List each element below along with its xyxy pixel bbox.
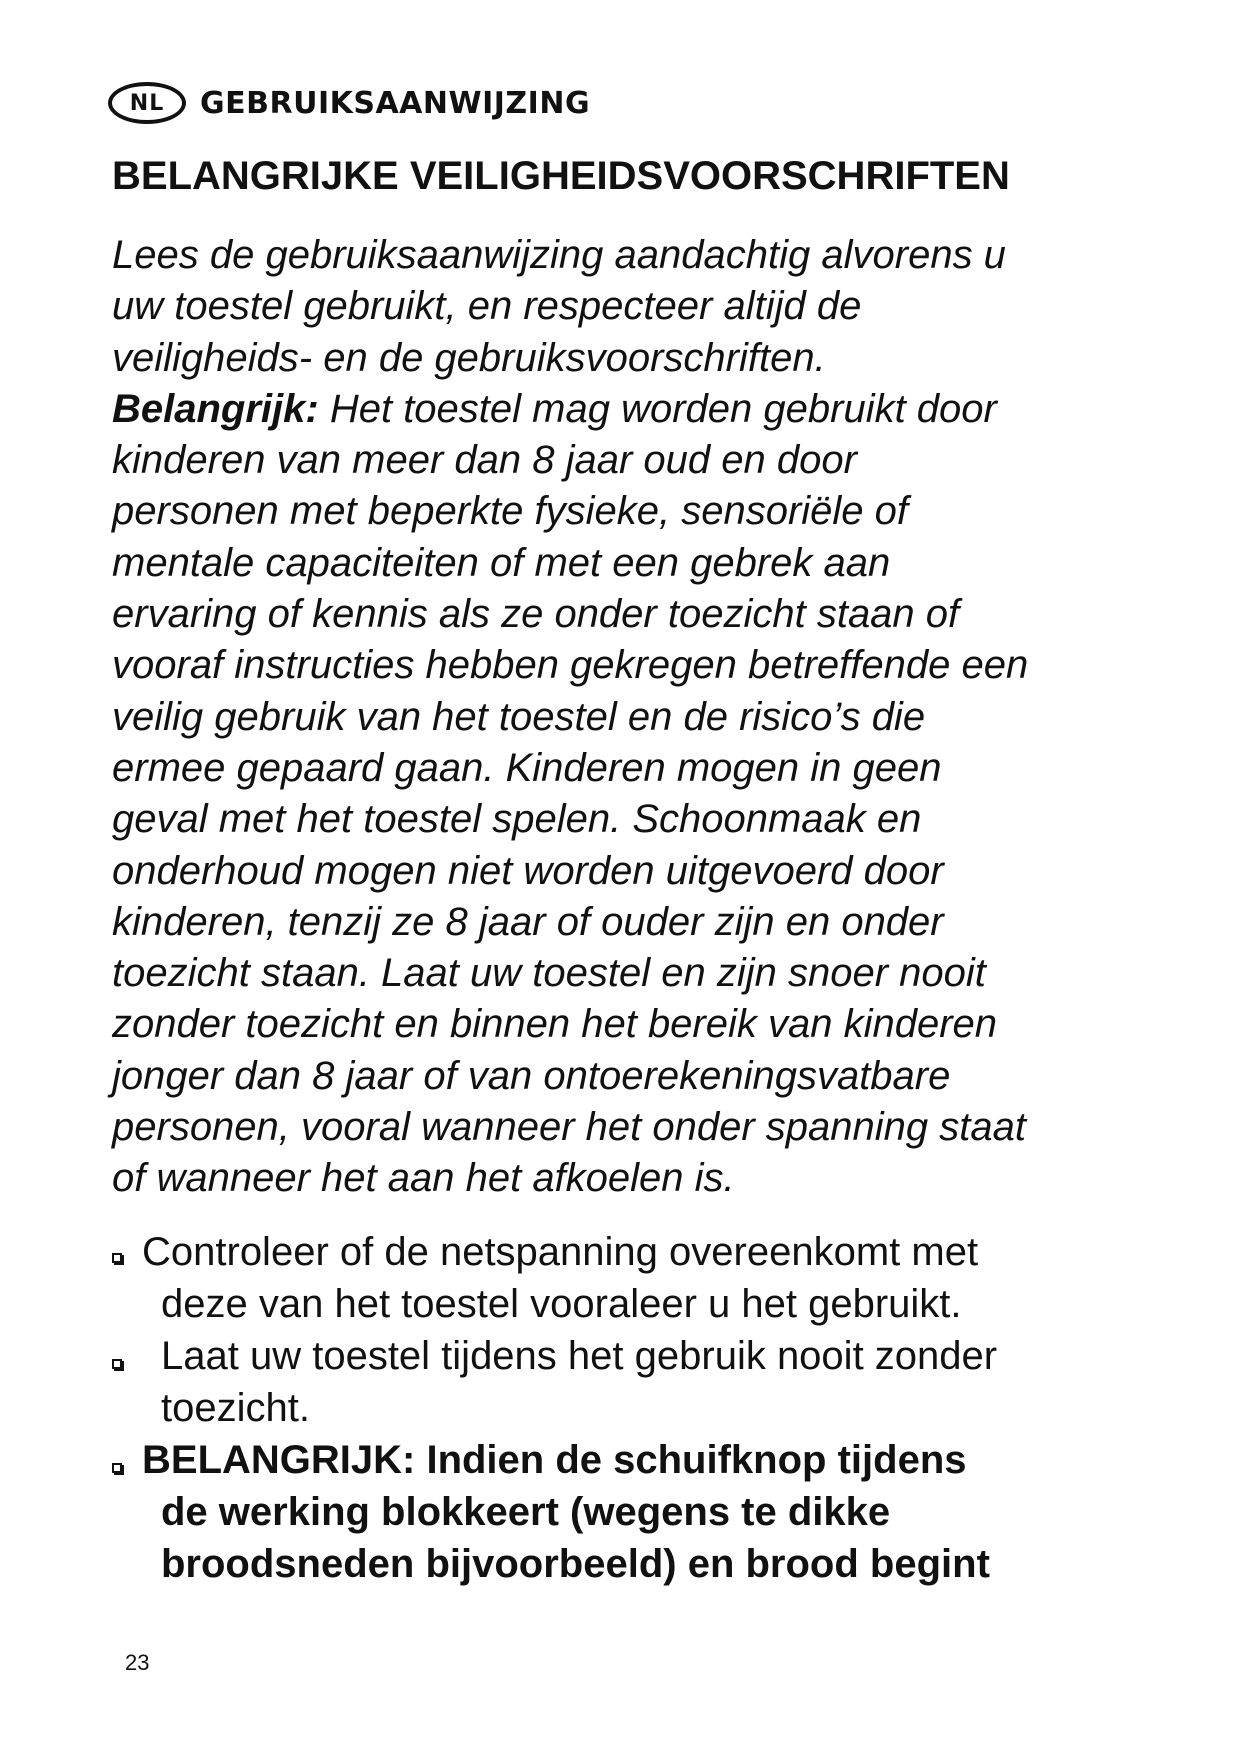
bullet-line: toezicht. [161,1386,310,1430]
important-line: personen, vooral wanneer het onder spanning staat [112,1105,1026,1150]
important-line: of wanneer het aan het afkoelen is. [112,1156,735,1201]
important-line: kinderen van meer dan 8 jaar oud en door [112,438,857,483]
important-line: veilig gebruik van het toestel en de risico’s die [112,694,926,739]
checkbox-bullet-icon [112,1359,122,1369]
list-item [112,1330,1152,1434]
checkbox-bullet-icon [112,1463,122,1473]
important-line: mentale capaciteiten of met een gebrek aan [112,540,891,585]
important-line: ermee gepaard gaan. Kinderen mogen in geen [112,745,942,790]
important-first-line [112,384,1152,435]
important-text: Het toestel mag worden gebruikt door [318,386,997,431]
important-line: toezicht staan. Laat uw toestel en zijn snoer nooit [112,951,986,996]
bullet-line: broodsneden bijvoorbeeld) en brood begint [161,1542,990,1586]
intro-line: veiligheids- en de gebruiksvoorschriften. [112,335,826,380]
bullet-line: Controleer of de netspanning overeenkomt met [142,1230,979,1274]
important-label: Belangrijk: [112,386,319,431]
important-line: zonder toezicht en binnen het bereik van kinderen [112,1002,998,1047]
bullet-line: Laat uw toestel tijdens het gebruik nooit zonder [161,1334,998,1378]
bullet-line: BELANGRIJK: Indien de schuifknop tijdens [142,1438,967,1482]
document-type-title: GEBRUIKSAANWIJZING [200,85,591,121]
checkbox-bullet-icon [112,1253,122,1263]
bullet-line: de werking blokkeert (wegens te dikke [161,1490,891,1534]
page-number: 23 [125,1650,150,1675]
important-line: ervaring of kennis als ze onder toezicht staan of [112,592,960,637]
list-item [112,1226,1152,1330]
intro-line: Lees de gebruiksaanwijzing aandachtig alvorens u [112,233,1006,277]
list-item [112,1434,1152,1590]
bullet-line: deze van het toestel vooraleer u het gebruikt. [161,1282,962,1326]
important-line: kinderen, tenzij ze 8 jaar of ouder zijn en onder [112,899,944,944]
important-line: geval met het toestel spelen. Schoonmaak en [112,797,922,842]
language-badge: NL [108,82,186,124]
important-line: onderhoud mogen niet worden uitgevoerd door [112,848,944,893]
important-line: vooraf instructies hebben gekregen betreffende een [112,643,1029,688]
section-title: BELANGRIJKE VEILIGHEIDSVOORSCHRIFTEN [112,154,1010,198]
important-line: jonger dan 8 jaar of van ontoerekeningsvatbare [112,1053,951,1098]
important-line: personen met beperkte fysieke, sensoriële of [112,489,908,534]
bullet-list [112,1226,1152,1590]
document-header [108,82,590,124]
intro-line: uw toestel gebruikt, en respecteer altijd de [112,284,862,329]
intro-paragraph [112,230,1152,1205]
